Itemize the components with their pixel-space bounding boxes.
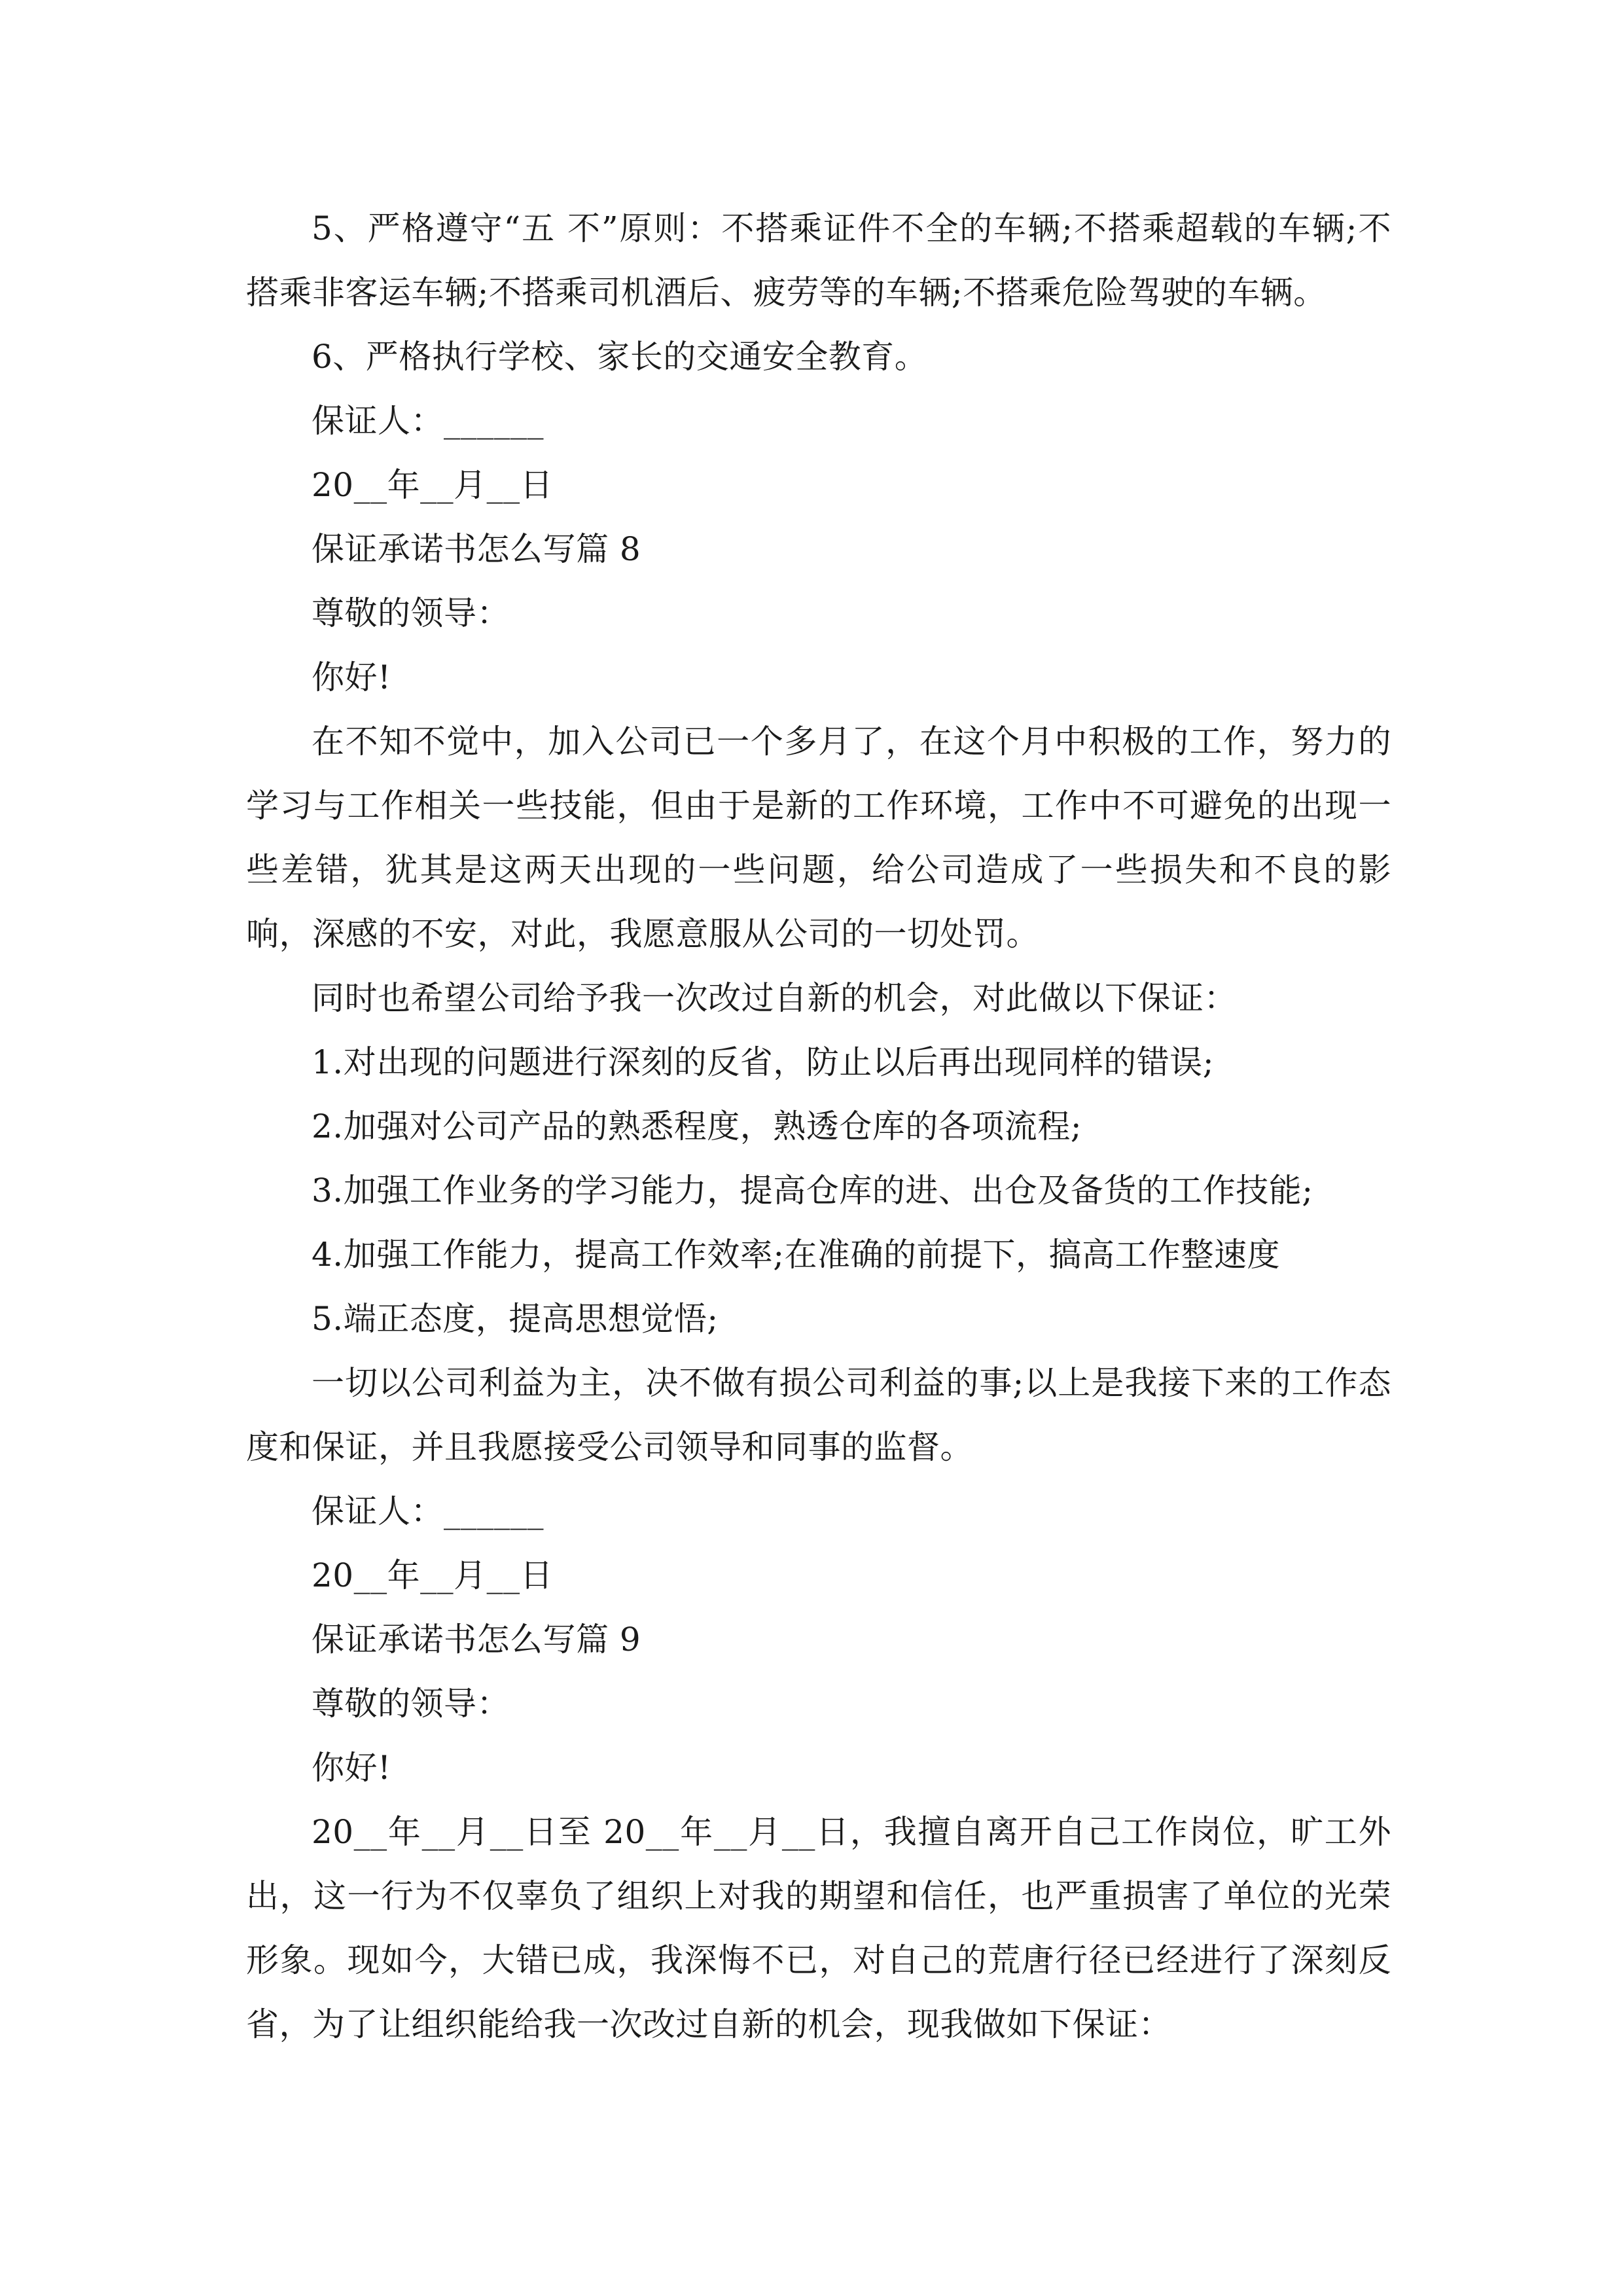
section-title-9: 保证承诺书怎么写篇 9	[312, 1621, 641, 1659]
pledge-item-1: 1.对出现的问题进行深刻的反省，防止以后再出现同样的错误;	[312, 1043, 1215, 1081]
salutation: 尊敬的领导：	[312, 594, 510, 632]
rule-item-5: 5、严格遵守“五 不”原则：不搭乘证件不全的车辆;不搭乘超载的车辆;不搭乘非客运车辆;不搭乘司机酒后、疲劳等的车辆;不搭乘危险驾驶的车辆。	[246, 209, 1391, 312]
date-line: 20__年__月__日	[312, 466, 554, 504]
pledge-item-5: 5.端正态度，提高思想觉悟;	[312, 1300, 719, 1338]
greeting: 你好!	[312, 1749, 391, 1787]
date-line: 20__年__月__日	[312, 1556, 554, 1594]
body-paragraph: 20__年__月__日至 20__年__月__日，我擅自离开自己工作岗位，旷工外出，这一行为不仅辜负了组织上对我的期望和信任，也严重损害了单位的光荣形象。现如今，大错已成，我深悔不已，对自己的荒唐行径已经进行了深刻反省，为了让组织能给我一次改过自新的机会，现我做如下保证：	[246, 1813, 1391, 2043]
body-paragraph: 同时也希望公司给予我一次改过自新的机会，对此做以下保证：	[312, 979, 1237, 1017]
pledge-item-2: 2.加强对公司产品的熟悉程度，熟透仓库的各项流程;	[312, 1107, 1082, 1145]
body-paragraph: 一切以公司利益为主，决不做有损公司利益的事;以上是我接下来的工作态度和保证，并且我愿接受公司领导和同事的监督。	[246, 1364, 1391, 1466]
body-paragraph: 在不知不觉中，加入公司已一个多月了，在这个月中积极的工作，努力的学习与工作相关一些技能，但由于是新的工作环境，工作中不可避免的出现一些差错，犹其是这两天出现的一些问题，给公司造成了一些损失和不良的影响，深感的不安，对此，我愿意服从公司的一切处罚。	[246, 723, 1391, 953]
guarantor-line: 保证人：______	[312, 402, 544, 440]
document-body	[246, 196, 1391, 2056]
salutation: 尊敬的领导：	[312, 1685, 510, 1723]
pledge-item-3: 3.加强工作业务的学习能力，提高仓库的进、出仓及备货的工作技能;	[312, 1172, 1313, 1210]
greeting: 你好!	[312, 658, 391, 696]
rule-item-6: 6、严格执行学校、家长的交通安全教育。	[312, 338, 928, 376]
guarantor-line: 保证人：______	[312, 1492, 544, 1530]
section-title-8: 保证承诺书怎么写篇 8	[312, 530, 641, 568]
pledge-item-4: 4.加强工作能力，提高工作效率;在准确的前提下，搞高工作整速度	[312, 1236, 1281, 1274]
